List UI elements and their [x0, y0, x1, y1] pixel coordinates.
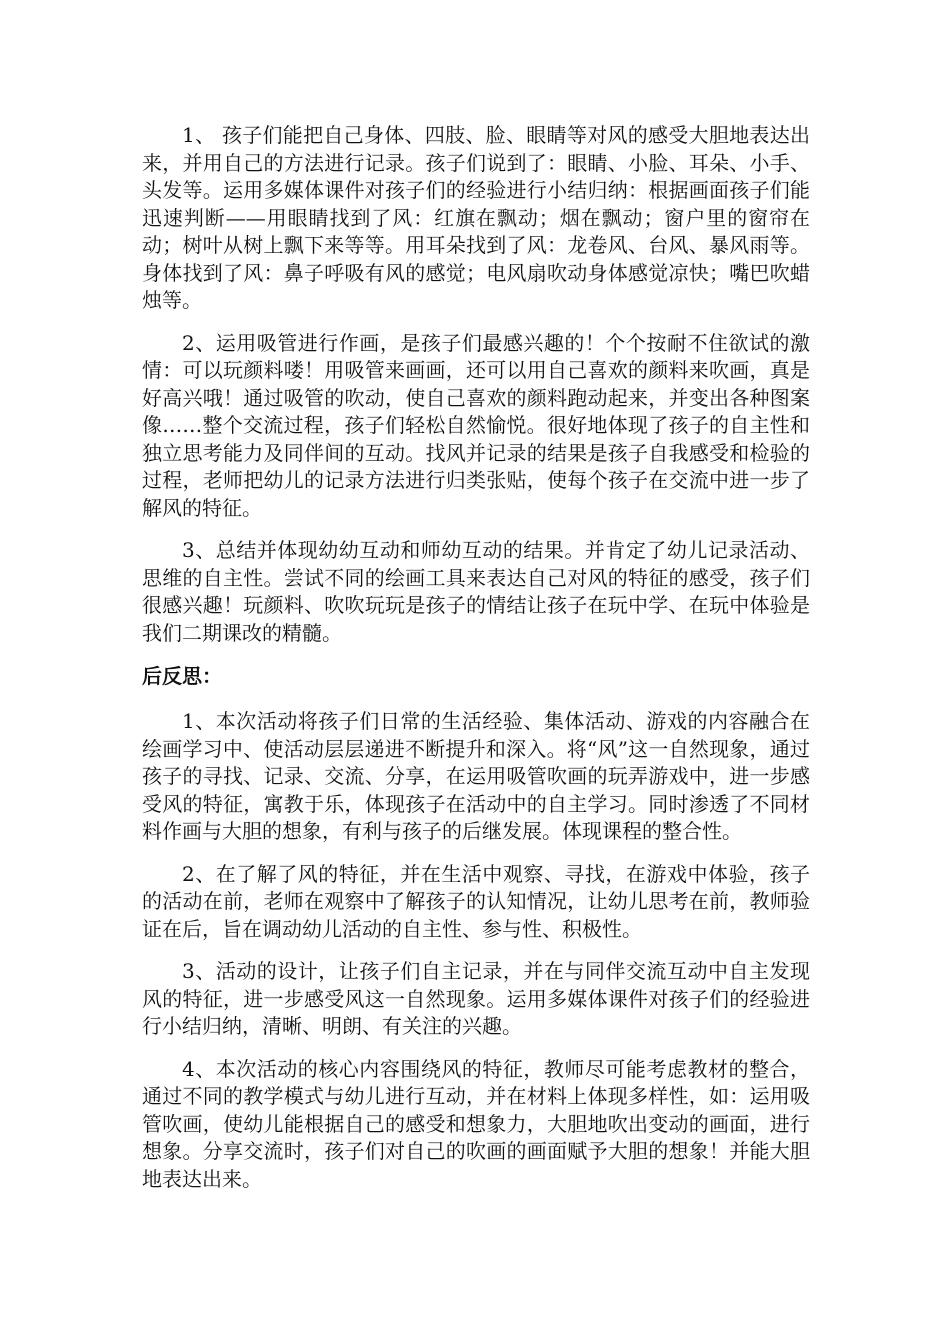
paragraph-1: 1、 孩子们能把自己身体、四肢、脸、眼睛等对风的感受大胆地表达出来，并用自己的方法进行记录。孩子们说到了：眼睛、小脸、耳朵、小手、头发等。运用多媒体课件对孩子们的经验进行小结归纳：根据画面孩子们能迅速判断——用眼睛找到了风：红旗在飘动；烟在飘动；窗户里的窗帘在动；树叶从树上飘下来等等。用耳朵找到了风：龙卷风、台风、暴风雨等。身体找到了风：鼻子呼吸有风的感觉；电风扇吹动身体感觉凉快；嘴巴吹蜡烛等。 [142, 123, 810, 312]
document-body [142, 122, 810, 1208]
section-heading: 后反思： [142, 664, 222, 688]
reflection-paragraph-2: 2、在了解了风的特征，并在生活中观察、寻找，在游戏中体验，孩子的活动在前，老师在观察中了解孩子的认知情况，让幼儿思考在前，教师验证在后，旨在调动幼儿活动的自主性、参与性、积极性。 [142, 861, 810, 941]
paragraph-3: 3、总结并体现幼幼互动和师幼互动的结果。并肯定了幼儿记录活动、思维的自主性。尝试不同的绘画工具来表达自己对风的特征的感受，孩子们很感兴趣！玩颜料、吹吹玩玩是孩子的情结让孩子在玩中学、在玩中体验是我们二期课改的精髓。 [142, 538, 810, 645]
reflection-paragraph-1: 1、本次活动将孩子们日常的生活经验、集体活动、游戏的内容融合在绘画学习中、使活动层层递进不断提升和深入。将“风”这一自然现象，通过孩子的寻找、记录、交流、分享，在运用吸管吹画的玩弄游戏中，进一步感受风的特征，寓教于乐，体现孩子在活动中的自主学习。同时渗透了不同材料作画与大胆的想象，有利与孩子的后继发展。体现课程的整合性。 [142, 709, 810, 843]
reflection-paragraph-3: 3、活动的设计，让孩子们自主记录，并在与同伴交流互动中自主发现风的特征，进一步感受风这一自然现象。运用多媒体课件对孩子们的经验进行小结归纳，清晰、明朗、有关注的兴趣。 [142, 959, 810, 1038]
paragraph-2: 2、运用吸管进行作画，是孩子们最感兴趣的！个个按耐不住欲试的激情：可以玩颜料喽！用吸管来画画，还可以用自己喜欢的颜料来吹画，真是好高兴哦！通过吸管的吹动，使自己喜欢的颜料跑动起来，并变出各种图案像……整个交流过程，孩子们轻松自然愉悦。很好地体现了孩子的自主性和独立思考能力及同伴间的互动。找风并记录的结果是孩子自我感受和检验的过程，老师把幼儿的记录方法进行归类张贴，使每个孩子在交流中进一步了解风的特征。 [142, 330, 810, 520]
reflection-paragraph-4: 4、本次活动的核心内容围绕风的特征，教师尽可能考虑教材的整合，通过不同的教学模式与幼儿进行互动，并在材料上体现多样性，如：运用吸管吹画，使幼儿能根据自己的感受和想象力，大胆地吹出变动的画面，进行想象。分享交流时，孩子们对自己的吹画的画面赋予大胆的想象！并能大胆地表达出来。 [142, 1056, 810, 1191]
